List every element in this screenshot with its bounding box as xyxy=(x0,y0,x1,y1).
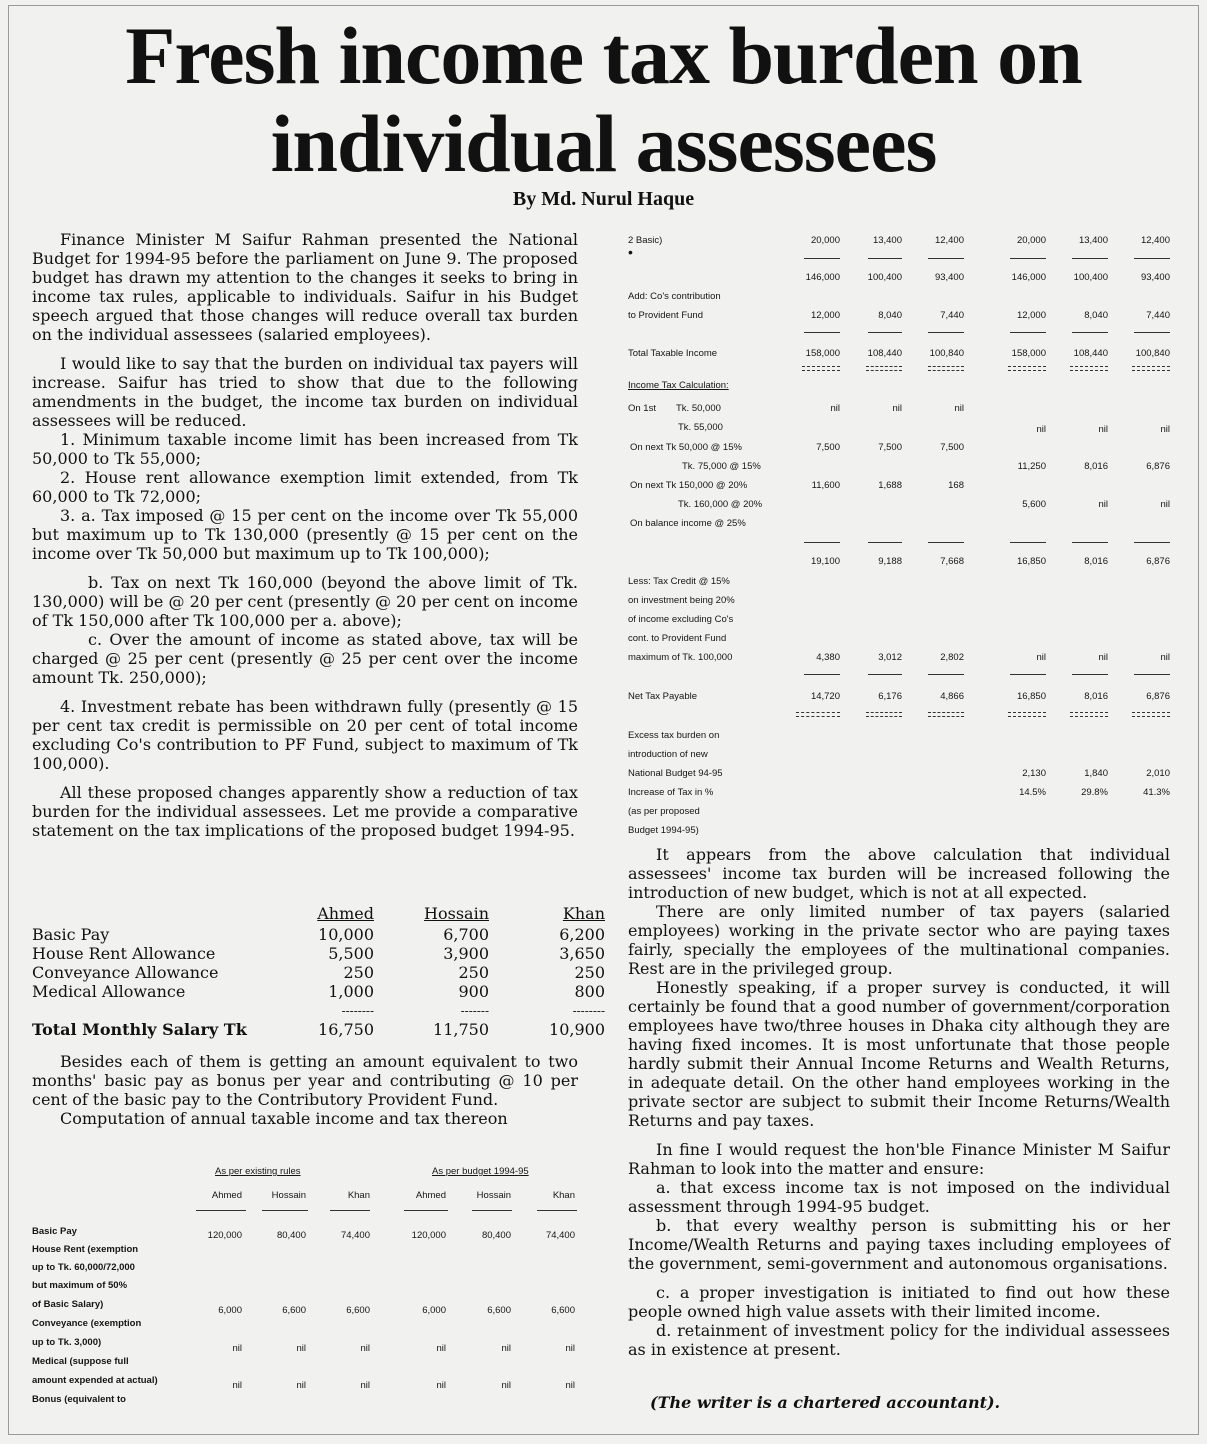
cell: 10,900 xyxy=(549,1020,605,1039)
rule xyxy=(868,258,902,259)
total-cell: 158,000 xyxy=(1011,348,1046,359)
group-budget: As per budget 1994-95 xyxy=(432,1166,529,1177)
net-cell: 8,016 xyxy=(1084,691,1108,702)
pf-cell: 7,440 xyxy=(940,310,964,321)
column-header-khan: Khan xyxy=(562,904,605,923)
first-cell: nil xyxy=(892,403,902,414)
total-cell: 108,440 xyxy=(1073,348,1108,359)
label-line: up to Tk. 60,000/72,000 xyxy=(32,1262,135,1273)
rule xyxy=(804,258,840,259)
credit-cell: 2,802 xyxy=(940,652,964,663)
table-row xyxy=(32,963,605,982)
double-rule xyxy=(866,712,902,717)
house-rent-cell: 6,600 xyxy=(346,1305,370,1316)
house-rent-cell: 6,000 xyxy=(422,1305,446,1316)
credit-cell: nil xyxy=(1098,652,1108,663)
rule xyxy=(804,674,840,675)
conveyance-cell: nil xyxy=(501,1343,511,1354)
label-line: Basic Pay xyxy=(32,1226,77,1237)
bonus-cell: 13,400 xyxy=(1078,235,1108,246)
bonus-cell: 20,000 xyxy=(810,235,840,246)
cell: 5,500 xyxy=(328,944,374,963)
rule xyxy=(404,1210,448,1211)
medical-cell: nil xyxy=(501,1380,511,1391)
paragraph-burden: I would like to say that the burden on individual tax payers will increase. Saifur has tried to show that due to the following amendments in the budget, the income tax burden on individual assessees will be reduced. xyxy=(32,354,578,430)
rule xyxy=(1010,674,1046,675)
separator-row xyxy=(32,1002,605,1021)
request-b: b. that every wealthy person is submitting his or her Income/Wealth Returns and paying taxes including employees of the government, semi-government and autonomous organisations. xyxy=(628,1216,1170,1273)
label-line: Medical (suppose full xyxy=(32,1356,129,1367)
subtotal-cell: 93,400 xyxy=(1140,272,1170,283)
medical-cell: nil xyxy=(296,1380,306,1391)
rule xyxy=(330,1210,370,1211)
label-line: Bonus (equivalent to xyxy=(32,1394,126,1405)
row-label: Basic Pay xyxy=(32,925,110,944)
sum-cell: 8,016 xyxy=(1084,556,1108,567)
total-cell: 108,440 xyxy=(867,348,902,359)
cell: 250 xyxy=(458,963,489,982)
next75-label: Tk. 75,000 @ 15% xyxy=(682,461,761,472)
double-rule xyxy=(796,712,840,717)
net-cell: 14,720 xyxy=(810,691,840,702)
basic-pay-cell: 120,000 xyxy=(207,1230,242,1241)
net-cell: 6,876 xyxy=(1146,691,1170,702)
pf-label-1: Add: Co's contribution xyxy=(628,291,721,302)
medical-cell: nil xyxy=(360,1380,370,1391)
excess-label-line: National Budget 94-95 xyxy=(628,768,723,779)
credit-label-line: maximum of Tk. 100,000 xyxy=(628,652,733,663)
after-salary-text xyxy=(32,1052,578,1128)
right-column-text xyxy=(628,845,1170,1359)
rule xyxy=(1010,542,1046,543)
amendment-3b: b. Tax on next Tk 160,000 (beyond the above limit of Tk. 130,000) will be @ 20 per cent (presently @ 20 per cent on income of Tk 150,000 after Tk 100,000 per a. above); xyxy=(32,573,578,630)
col-header: Ahmed xyxy=(415,1190,446,1201)
excess-cell: 2,130 xyxy=(1022,768,1046,779)
credit-cell: 4,380 xyxy=(816,652,840,663)
cell: 800 xyxy=(574,982,605,1001)
annual-income-table xyxy=(32,1160,592,1410)
rule xyxy=(1010,258,1046,259)
rule xyxy=(1134,674,1170,675)
paragraph-intro: Finance Minister M Saifur Rahman presented the National Budget for 1994-95 before the parliament on June 9. The proposed budget has drawn my attention to the changes it seeks to bring in income tax rules, applicable to individuals. Saifur in his Budget speech argued that those changes will reduce overall tax burden on the individual assessees (salaried employees). xyxy=(32,230,578,344)
double-rule xyxy=(1132,366,1170,371)
bonus-cell: 20,000 xyxy=(1016,235,1046,246)
table-row xyxy=(32,982,605,1001)
label-line: up to Tk. 3,000) xyxy=(32,1337,102,1348)
next150-label: On next Tk 150,000 @ 20% xyxy=(630,480,748,491)
cell: 3,650 xyxy=(559,944,605,963)
next50-label: On next Tk 50,000 @ 15% xyxy=(630,442,742,453)
salary-header-row xyxy=(32,904,605,923)
conveyance-cell: nil xyxy=(232,1343,242,1354)
rule xyxy=(868,332,902,333)
net-cell: 4,866 xyxy=(940,691,964,702)
excess-label-line: Budget 1994-95) xyxy=(628,825,699,836)
next75-cell: 8,016 xyxy=(1084,461,1108,472)
rule xyxy=(928,542,964,543)
headline-line-1: Fresh income tax burden on xyxy=(125,10,1082,101)
pf-cell: 12,000 xyxy=(1016,310,1046,321)
double-rule xyxy=(1008,366,1046,371)
first-a: Tk. 50,000 xyxy=(676,403,721,414)
amendment-1: 1. Minimum taxable income limit has been increased from Tk 50,000 to Tk 55,000; xyxy=(32,430,578,468)
paragraph-bonus: Besides each of them is getting an amount equivalent to two months' basic pay as bonus per year and contributing @ 10 per cent of the basic pay to the Contributory Provident Fund. xyxy=(32,1052,578,1109)
credit-cell: nil xyxy=(1036,652,1046,663)
next160-cell: 5,600 xyxy=(1022,499,1046,510)
double-rule xyxy=(928,366,964,371)
separator: -------- xyxy=(572,1004,605,1018)
group-existing-rules: As per existing rules xyxy=(215,1166,301,1177)
increase-cell: 14.5% xyxy=(1019,787,1046,798)
label-line: of Basic Salary) xyxy=(32,1299,104,1310)
next160-cell: nil xyxy=(1098,499,1108,510)
col-header: Ahmed xyxy=(211,1190,242,1201)
label-line: but maximum of 50% xyxy=(32,1280,128,1291)
separator: -------- xyxy=(341,1004,374,1018)
first-cell: nil xyxy=(954,403,964,414)
pf-cell: 12,000 xyxy=(810,310,840,321)
sum-cell: 7,668 xyxy=(940,556,964,567)
tax-calculation-table xyxy=(628,228,1178,840)
rule xyxy=(868,674,902,675)
first-cell: nil xyxy=(1160,424,1170,435)
subtotal-cell: 100,400 xyxy=(867,272,902,283)
pf-label-2: to Provident Fund xyxy=(628,310,703,321)
cell: 11,750 xyxy=(433,1020,489,1039)
next160-label: Tk. 160,000 @ 20% xyxy=(678,499,763,510)
excess-label-line: Excess tax burden on xyxy=(628,730,720,741)
bonus-cell: 13,400 xyxy=(872,235,902,246)
sum-cell: 16,850 xyxy=(1016,556,1046,567)
conveyance-cell: nil xyxy=(296,1343,306,1354)
bonus-cell: 12,400 xyxy=(934,235,964,246)
rule xyxy=(1072,258,1108,259)
row-label: House Rent Allowance xyxy=(32,944,216,963)
rule xyxy=(1134,542,1170,543)
table-row xyxy=(32,925,605,944)
next75-cell: 6,876 xyxy=(1146,461,1170,472)
author-footnote: (The writer is a chartered accountant). xyxy=(650,1393,1001,1412)
total-cell: 100,840 xyxy=(929,348,964,359)
col-header: Hossain xyxy=(271,1190,306,1201)
paragraph-computation: Computation of annual taxable income and tax thereon xyxy=(60,1109,508,1128)
double-rule xyxy=(1132,712,1170,717)
rule xyxy=(472,1210,512,1211)
net-tax-label: Net Tax Payable xyxy=(628,691,698,702)
rule xyxy=(1072,674,1108,675)
basic-pay-cell: 74,400 xyxy=(545,1230,575,1241)
sum-cell: 9,188 xyxy=(878,556,902,567)
subtotal-cell: 93,400 xyxy=(934,272,964,283)
rule xyxy=(1010,332,1046,333)
row-label: Conveyance Allowance xyxy=(32,963,219,982)
cell: 250 xyxy=(343,963,374,982)
cell: 250 xyxy=(574,963,605,982)
double-rule xyxy=(866,366,902,371)
cell: 1,000 xyxy=(328,982,374,1001)
bullet: • xyxy=(628,244,633,260)
row-label: Total Monthly Salary Tk xyxy=(32,1020,247,1039)
medical-cell: nil xyxy=(232,1380,242,1391)
amendment-2: 2. House rent allowance exemption limit extended, from Tk 60,000 to Tk 72,000; xyxy=(32,468,578,506)
credit-label-line: Less: Tax Credit @ 15% xyxy=(628,576,730,587)
conveyance-cell: nil xyxy=(360,1343,370,1354)
cell: 10,000 xyxy=(318,925,374,944)
rule xyxy=(262,1210,308,1211)
first-label: On 1st xyxy=(628,403,656,414)
label-line: House Rent (exemption xyxy=(32,1244,139,1255)
separator: ------- xyxy=(460,1004,489,1018)
double-rule xyxy=(1070,712,1108,717)
request-d: d. retainment of investment policy for the individual assessees as in existence at present. xyxy=(628,1321,1170,1359)
excess-cell: 1,840 xyxy=(1084,768,1108,779)
double-rule xyxy=(1070,366,1108,371)
pf-cell: 8,040 xyxy=(878,310,902,321)
next50-cell: 7,500 xyxy=(878,442,902,453)
byline: By Md. Nurul Haque xyxy=(512,188,695,210)
balance-label: On balance income @ 25% xyxy=(630,518,746,529)
subtotal-cell: 146,000 xyxy=(805,272,840,283)
excess-cell: 2,010 xyxy=(1146,768,1170,779)
pf-cell: 7,440 xyxy=(1146,310,1170,321)
calc-title: Income Tax Calculation: xyxy=(628,380,729,391)
next150-cell: 168 xyxy=(948,480,964,491)
column-header-ahmed: Ahmed xyxy=(317,904,374,923)
rule xyxy=(1072,332,1108,333)
sum-cell: 19,100 xyxy=(810,556,840,567)
first-cell: nil xyxy=(1098,424,1108,435)
cell: 6,700 xyxy=(443,925,489,944)
next160-cell: nil xyxy=(1160,499,1170,510)
col-header: Khan xyxy=(552,1190,575,1201)
paragraph-comparative: All these proposed changes apparently show a reduction of tax burden for the individual assessees. Let me provide a comparative statement on the tax implications of the proposed budget 1994-95. xyxy=(32,783,578,840)
excess-label-line: Increase of Tax in % xyxy=(628,787,714,798)
amendment-4: 4. Investment rebate has been withdrawn fully (presently @ 15 per cent tax credit is permissible on 20 per cent of total income excluding Co's contribution to PF Fund, subject to maximum of Tk 100,000). xyxy=(32,697,578,773)
increase-cell: 29.8% xyxy=(1081,787,1108,798)
left-column-text xyxy=(32,230,578,840)
amendment-3a: 3. a. Tax imposed @ 15 per cent on the income over Tk 55,000 but maximum up to Tk 130,000 (presently @ 15 per cent on the income over Tk 50,000 but maximum up to Tk 100,000); xyxy=(32,506,578,563)
cell: 16,750 xyxy=(318,1020,374,1039)
excess-label-line: introduction of new xyxy=(628,749,708,760)
subtotal-cell: 100,400 xyxy=(1073,272,1108,283)
paragraph-tax-payers: There are only limited number of tax payers (salaried employees) working in the private sector who are paying taxes fairly, specially the employees of the multinational companies. Rest are in the privileged group. xyxy=(628,902,1170,978)
house-rent-cell: 6,600 xyxy=(282,1305,306,1316)
first-cell: nil xyxy=(830,403,840,414)
increase-cell: 41.3% xyxy=(1143,787,1170,798)
double-rule xyxy=(1008,712,1046,717)
conveyance-cell: nil xyxy=(436,1343,446,1354)
rule xyxy=(1072,542,1108,543)
row-label: Medical Allowance xyxy=(32,982,186,1001)
basic-pay-cell: 74,400 xyxy=(340,1230,370,1241)
bonus-cell: 12,400 xyxy=(1140,235,1170,246)
first-cell: nil xyxy=(1036,424,1046,435)
rule xyxy=(928,258,964,259)
rule xyxy=(196,1210,246,1211)
rule xyxy=(928,674,964,675)
next50-cell: 7,500 xyxy=(940,442,964,453)
paragraph-conclusion: It appears from the above calculation that individual assessees' income tax burden will be increased following the introduction of new budget, which is not at all expected. xyxy=(628,845,1170,902)
basic-pay-cell: 80,400 xyxy=(276,1230,306,1241)
rule xyxy=(804,542,840,543)
credit-cell: 3,012 xyxy=(878,652,902,663)
next75-cell: 11,250 xyxy=(1017,461,1046,472)
total-cell: 100,840 xyxy=(1135,348,1170,359)
label-line: Conveyance (exemption xyxy=(32,1318,142,1329)
house-rent-cell: 6,000 xyxy=(218,1305,242,1316)
medical-cell: nil xyxy=(436,1380,446,1391)
credit-cell: nil xyxy=(1160,652,1170,663)
double-rule xyxy=(928,712,964,717)
cell: 900 xyxy=(458,982,489,1001)
rule xyxy=(1134,258,1170,259)
request-a: a. that excess income tax is not imposed on the individual assessment through 1994-95 budget. xyxy=(628,1178,1170,1216)
paragraph-request: In fine I would request the hon'ble Finance Minister M Saifur Rahman to look into the matter and ensure: xyxy=(628,1140,1170,1178)
basic-pay-cell: 80,400 xyxy=(481,1230,511,1241)
double-rule xyxy=(802,366,840,371)
excess-label-line: (as per proposed xyxy=(628,806,700,817)
rule xyxy=(804,332,840,333)
col-header: Hossain xyxy=(476,1190,511,1201)
next150-cell: 1,688 xyxy=(878,480,902,491)
label-line: amount expended at actual) xyxy=(32,1375,158,1386)
rule xyxy=(537,1210,577,1211)
medical-cell: nil xyxy=(565,1380,575,1391)
request-c: c. a proper investigation is initiated to find out how these people owned high value assets with their limited income. xyxy=(628,1283,1170,1321)
table-row xyxy=(32,944,605,963)
sum-cell: 6,876 xyxy=(1146,556,1170,567)
net-cell: 16,850 xyxy=(1016,691,1046,702)
first-b: Tk. 55,000 xyxy=(678,422,723,433)
credit-label-line: of income excluding Co's xyxy=(628,614,734,625)
next150-cell: 11,600 xyxy=(811,480,840,491)
basic-pay-cell: 120,000 xyxy=(411,1230,446,1241)
col-header: Khan xyxy=(347,1190,370,1201)
paragraph-survey: Honestly speaking, if a proper survey is conducted, it will certainly be found that a good number of government/corporation employees have two/three houses in Dhaka city although they are having fixed incomes. It is most unfortunate that those people hardly submit their Annual Income Returns and Wealth Returns, in adequate detail. On the other hand employees working in the private sector are subject to submit their Income Returns/Wealth Returns and pay taxes. xyxy=(628,978,1170,1130)
pf-cell: 8,040 xyxy=(1084,310,1108,321)
amendment-3c: c. Over the amount of income as stated above, tax will be charged @ 25 per cent (presently @ 25 per cent over the income amount Tk. 250,000); xyxy=(32,630,578,687)
credit-label-line: cont. to Provident Fund xyxy=(628,633,727,644)
cell: 3,900 xyxy=(443,944,489,963)
column-header-hossain: Hossain xyxy=(424,904,489,923)
subtotal-cell: 146,000 xyxy=(1011,272,1046,283)
total-row xyxy=(32,1020,605,1039)
bonus-label: 2 Basic) xyxy=(628,235,663,246)
rule xyxy=(1134,332,1170,333)
total-cell: 158,000 xyxy=(805,348,840,359)
house-rent-cell: 6,600 xyxy=(551,1305,575,1316)
headline-line-2: individual assessees xyxy=(270,98,937,189)
total-taxable-label: Total Taxable Income xyxy=(628,348,718,359)
credit-label-line: on investment being 20% xyxy=(628,595,735,606)
conveyance-cell: nil xyxy=(565,1343,575,1354)
net-cell: 6,176 xyxy=(878,691,902,702)
next50-cell: 7,500 xyxy=(816,442,840,453)
cell: 6,200 xyxy=(559,925,605,944)
house-rent-cell: 6,600 xyxy=(487,1305,511,1316)
rule xyxy=(868,542,902,543)
rule xyxy=(928,332,964,333)
